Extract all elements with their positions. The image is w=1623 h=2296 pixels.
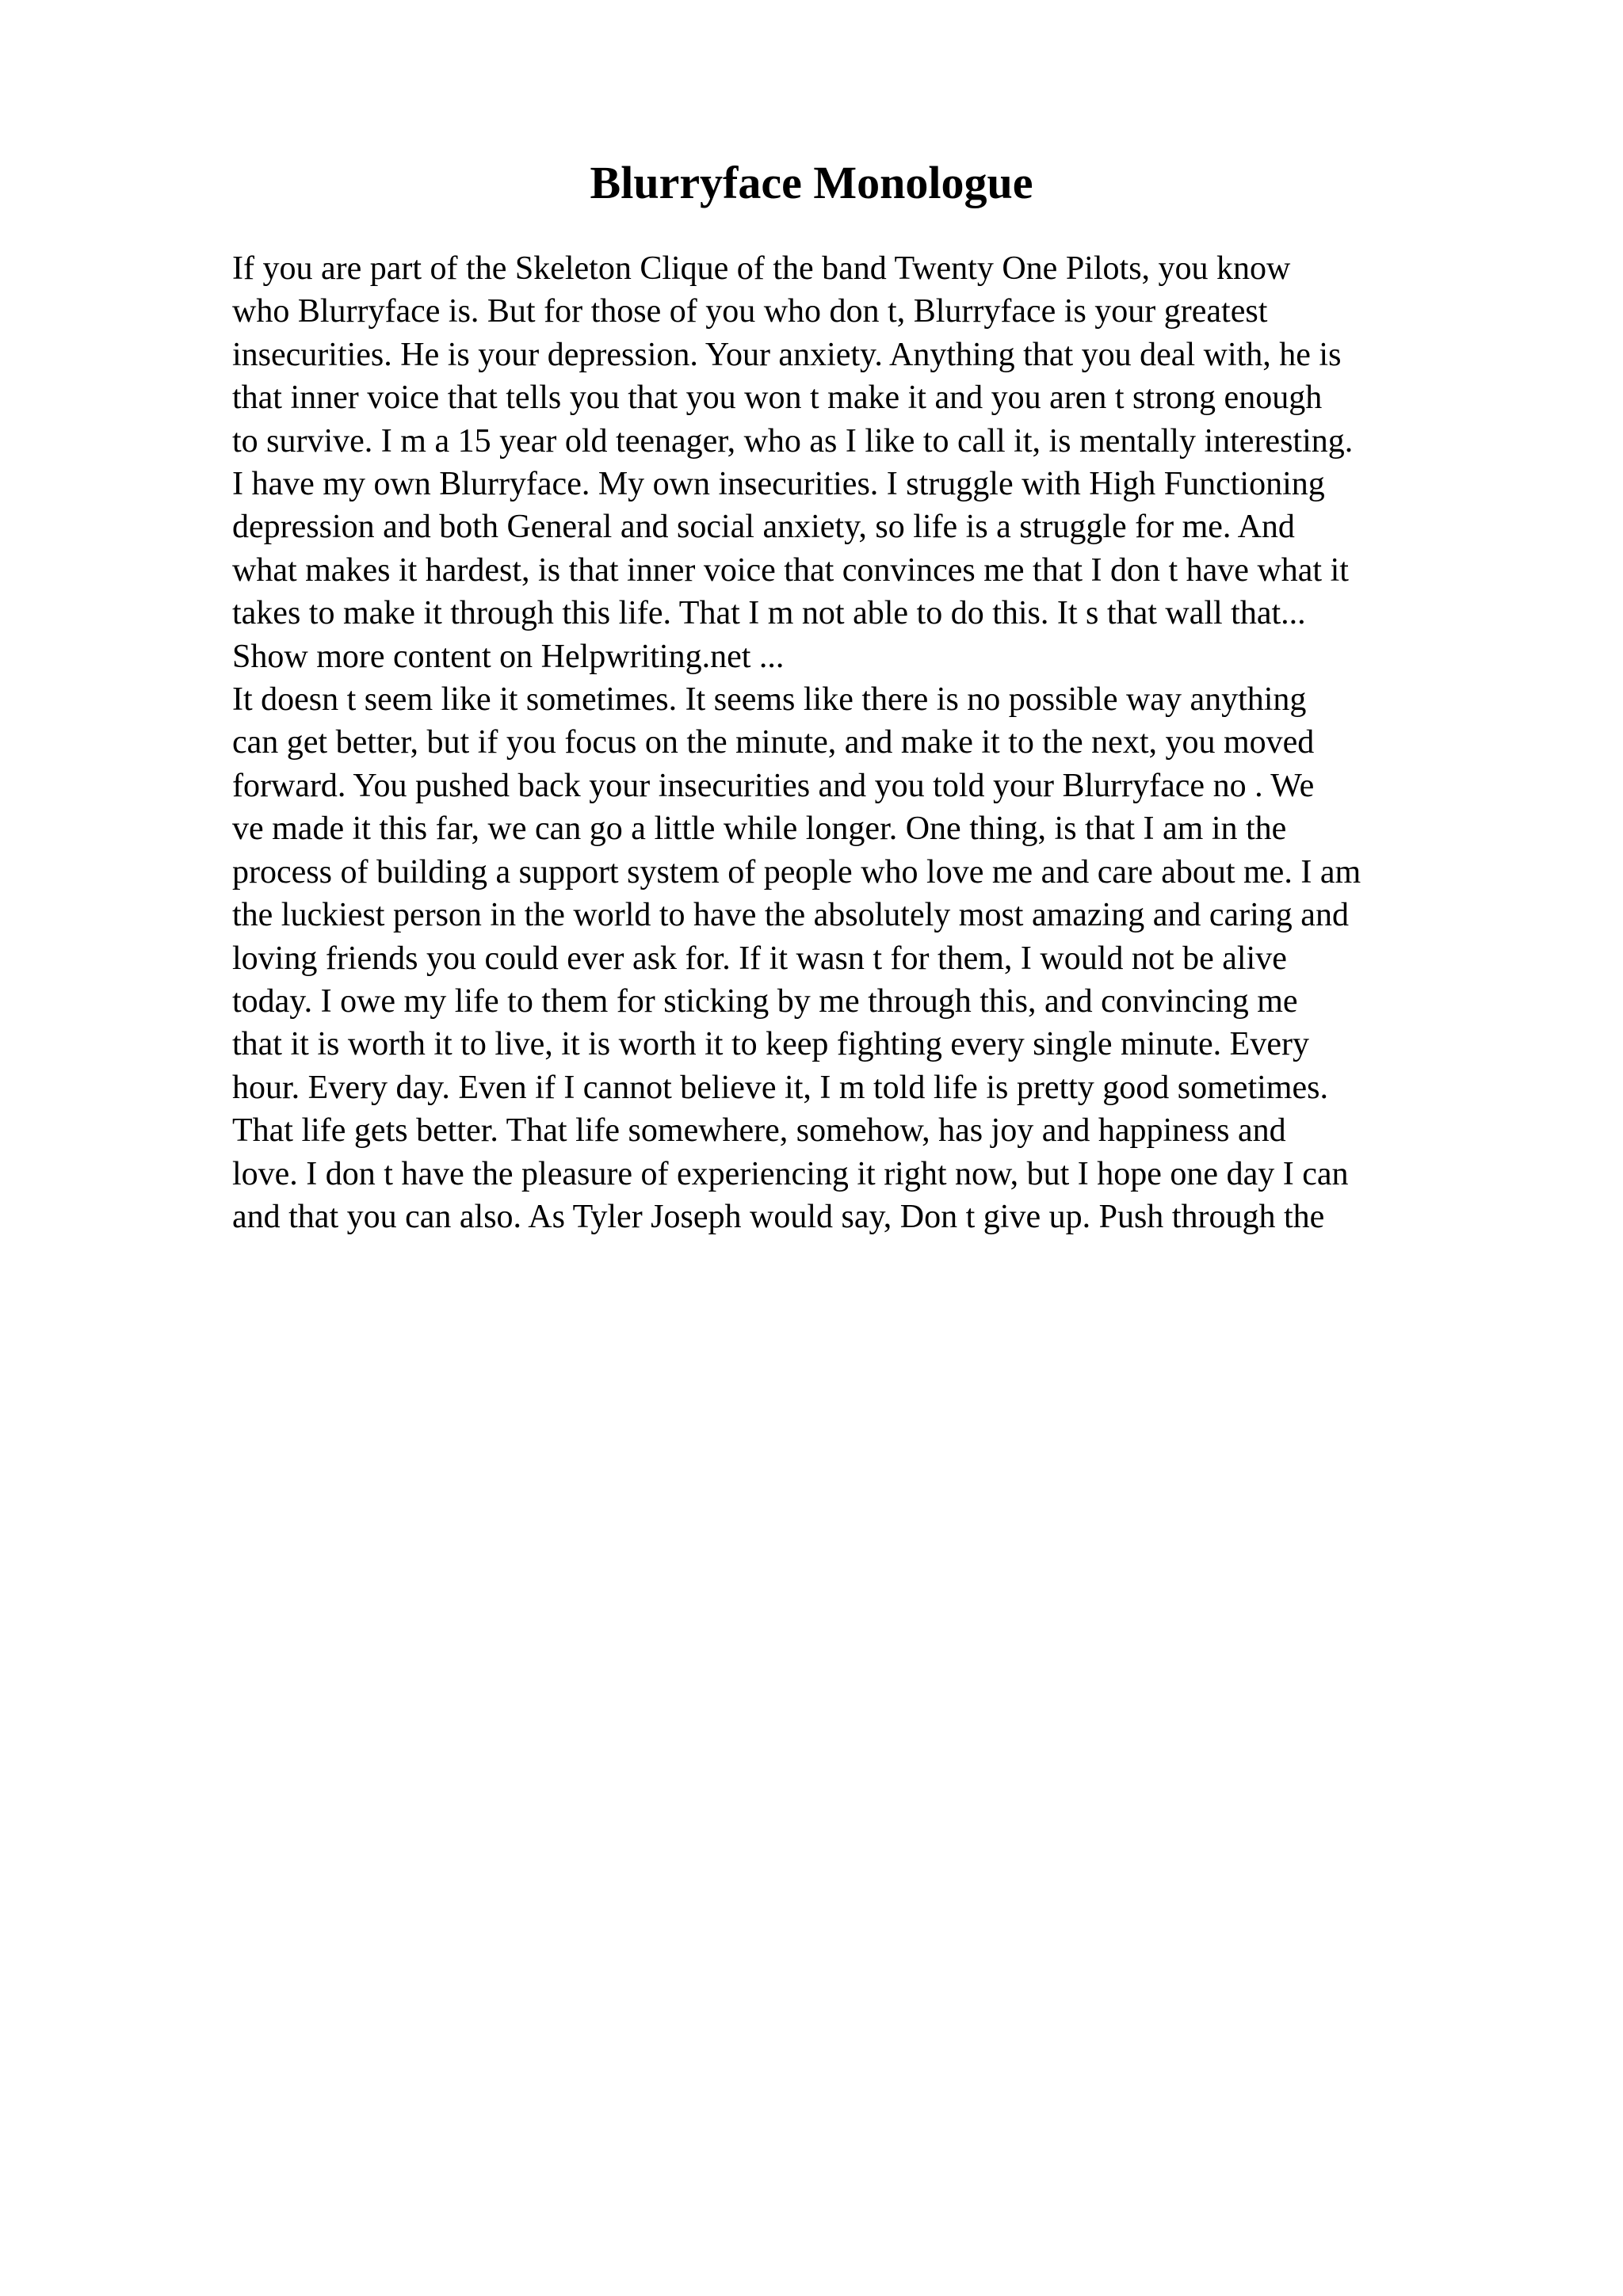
document-body xyxy=(232,247,1595,1238)
body-line-13: forward. You pushed back your insecurities and you told your Blurryface no . We xyxy=(232,767,1315,804)
body-line-11: It doesn t seem like it sometimes. It seems like there is no possible way anything xyxy=(232,681,1307,719)
body-line-9: takes to make it through this life. That I m not able to do this. It s that wall that... xyxy=(232,595,1306,632)
body-line-2: who Blurryface is. But for those of you who don t, Blurryface is your greatest xyxy=(232,293,1268,330)
body-line-3: insecurities. He is your depression. Your anxiety. Anything that you deal with, he is xyxy=(232,336,1342,373)
body-line-20: hour. Every day. Even if I cannot believe it, I m told life is pretty good sometimes. xyxy=(232,1069,1328,1106)
body-line-5: to survive. I m a 15 year old teenager, who as I like to call it, is mentally interesting. xyxy=(232,422,1354,460)
body-line-19: that it is worth it to live, it is worth it to keep fighting every single minute. Every xyxy=(232,1026,1309,1063)
body-line-15: process of building a support system of people who love me and care about me. I am xyxy=(232,853,1361,891)
show-more-link[interactable]: Show more content on Helpwriting.net ... xyxy=(232,638,785,675)
body-line-21: That life gets better. That life somewhere, somehow, has joy and happiness and xyxy=(232,1112,1286,1150)
page-title: Blurryface Monologue xyxy=(590,157,1033,208)
body-line-12: can get better, but if you focus on the minute, and make it to the next, you moved xyxy=(232,724,1315,761)
body-line-23: and that you can also. As Tyler Joseph would say, Don t give up. Push through the xyxy=(232,1198,1325,1235)
body-line-18: today. I owe my life to them for sticking by me through this, and convincing me xyxy=(232,982,1298,1020)
body-line-6: I have my own Blurryface. My own insecurities. I struggle with High Functioning xyxy=(232,466,1325,503)
body-line-8: what makes it hardest, is that inner voice that convinces me that I don t have what it xyxy=(232,551,1349,589)
body-line-22: love. I don t have the pleasure of experiencing it right now, but I hope one day I can xyxy=(232,1155,1349,1192)
body-line-7: depression and both General and social anxiety, so life is a struggle for me. And xyxy=(232,509,1295,546)
body-line-14: ve made it this far, we can go a little while longer. One thing, is that I am in the xyxy=(232,810,1287,848)
body-line-4: that inner voice that tells you that you won t make it and you aren t strong enough xyxy=(232,379,1323,417)
body-line-16: the luckiest person in the world to have the absolutely most amazing and caring and xyxy=(232,897,1349,934)
body-line-1: If you are part of the Skeleton Clique of the band Twenty One Pilots, you know xyxy=(232,250,1291,287)
body-line-17: loving friends you could ever ask for. If it wasn t for them, I would not be alive xyxy=(232,940,1287,977)
